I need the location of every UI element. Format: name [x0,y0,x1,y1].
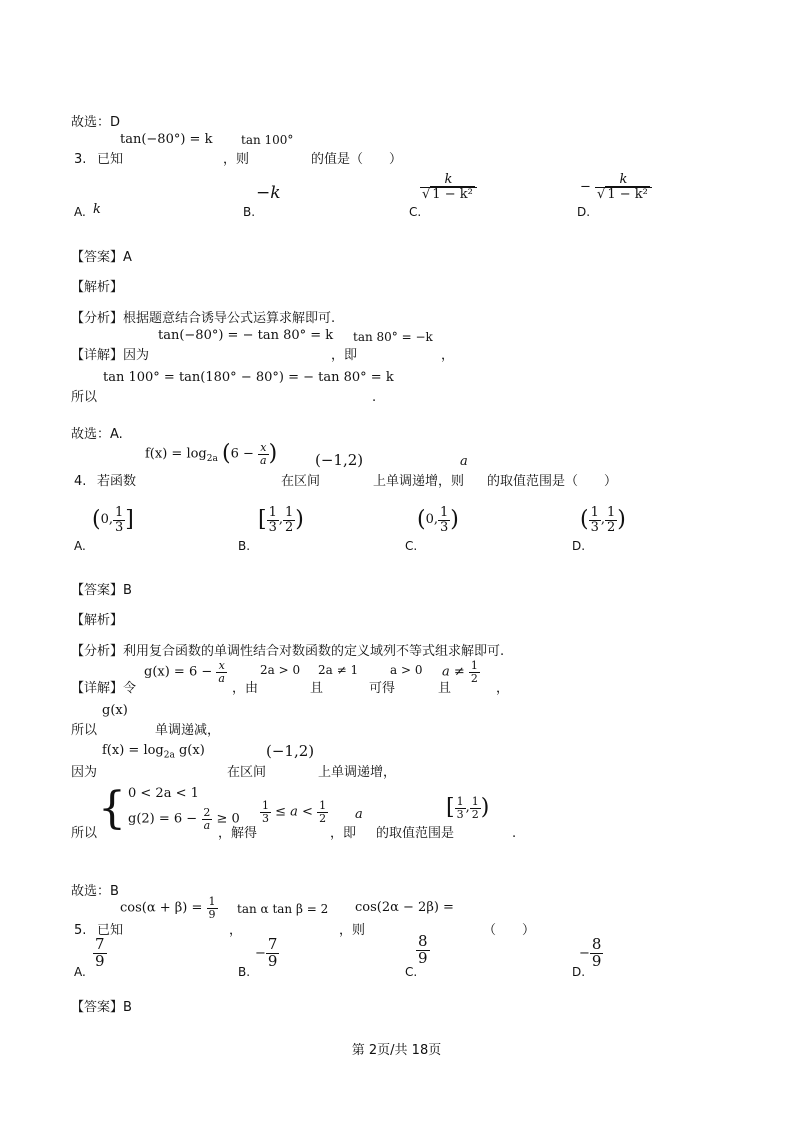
q4-res-den1: 3 [456,807,464,821]
q4-fenxi [71,645,504,659]
q3-option-c-label: C. [409,205,422,219]
q5-answer [71,1001,132,1015]
q4-result [446,796,489,820]
q4-text-ling: 令 [123,681,137,696]
q5-option-a-num: 7 [95,935,105,953]
q5-option-c-label: C. [405,965,418,979]
q4-res-right: ) [480,795,490,820]
q4-answer [71,584,132,598]
q4-fenxi-tag: 【分析】 [71,644,124,659]
q3-option-d-fraction [580,173,652,201]
q3-option-a-value: k [93,202,101,217]
q4-var-a: a [460,454,468,469]
q4-option-a-num: 1 [115,505,124,520]
q4-res-num1: 1 [456,795,464,809]
q4-gx: g(x) [102,703,128,718]
q4-option-a-right: ] [125,507,134,533]
q4-fenxi-text: 利用复合函数的单调性结合对数函数的定义域列不等式组求解即可. [123,644,505,659]
q4-sys-row2-left: g(2) = 6 − [128,811,198,827]
q4-analysis-tag: 【解析】 [71,613,124,628]
q4-text-comma: ， [496,681,510,696]
q4-system [98,783,240,835]
q4-cond-3: a > 0 [390,663,423,677]
q4-text-range: 的取值范围是（ ） [487,474,618,489]
q4-cond-4-den: 2 [470,671,478,685]
q4-solution [260,800,328,824]
q5-option-d-value [579,937,603,970]
q3-option-c-fraction [420,173,477,201]
q4-g-def [144,660,227,684]
q4-function [145,442,277,466]
q4-option-c-den: 3 [440,519,449,535]
q5-option-c-den: 9 [418,948,428,967]
q4-sys-row2-den: a [203,818,211,832]
q4-text-period: . [512,826,517,841]
q3-answer-tag: 【答案】 [71,250,124,265]
q5-option-b-label: B. [238,965,251,979]
page-footer: 第 2页/共 18页 [351,1043,442,1058]
q4-func-den: a [260,453,267,467]
q4-text-zaiqujian: 在区间 [227,765,267,780]
q4-text-incr: 上单调递增，则 [373,474,465,489]
q3-option-d-den: 1 − k² [607,186,648,202]
q3-option-c-num: k [444,172,453,187]
q4-text-kede: 可得 [369,681,396,696]
q3-xiangjie [71,349,149,363]
q4-text-yinwei: 因为 [71,765,98,780]
q4-text-qie: 且 [310,681,324,696]
q3-conclusion: 故选：A. [71,427,123,442]
q5-option-d-num: 8 [591,935,602,953]
q5-cos-den: 9 [208,907,216,921]
q4-func-paren-l: ( [221,441,231,466]
q3-formula-3: tan 100° = tan(180° − 80°) = − tan 80° = k [103,370,394,385]
q5-number: 5. [74,923,87,938]
q4-res-num2: 1 [471,795,479,809]
q4-xiangjie-tag: 【详解】 [71,681,124,696]
q4-g-def-den: a [218,671,225,685]
q4-text-suoyi: 所以 [71,723,98,738]
q5-option-b-sign: − [255,945,266,961]
q4-text-jiede: ，解得 [218,826,258,841]
q4-func-arg-left: 6 − [230,446,254,462]
q4-option-b-value [258,506,304,534]
q4-option-b-den1: 3 [268,519,277,535]
q3-option-d-den-wrap: √ 1 − k² [595,187,652,202]
q4-f-gx-left: f(x) = log [102,743,164,758]
q4-system-brace: { [98,783,126,835]
q4-option-d-label: D. [572,539,586,553]
q4-option-c-num: 1 [440,505,449,520]
q4-option-b-num2: 1 [285,505,294,520]
q4-text-dandiao: 单调递减， [155,723,221,738]
q4-sol-mid: ≤ a < [275,804,313,820]
q4-f-gx-sub: 2a [163,750,175,761]
q4-option-c-right: ) [450,507,459,533]
q5-option-d-den: 9 [591,951,602,970]
q4-sol-den1: 3 [262,811,269,825]
q5-tan-prod: tan α tan β = 2 [237,902,329,916]
q4-option-d-right: ) [617,507,626,533]
q4-cond-2: 2a ≠ 1 [318,663,359,677]
q4-sys-row2-right: ≥ 0 [216,811,240,827]
q4-text-qie2: 且 [438,681,452,696]
q4-option-d-num1: 1 [590,505,599,520]
q4-option-b-num1: 1 [268,505,277,520]
q4-text-you: ，由 [232,681,259,696]
prev-conclusion: 故选：D [71,115,121,130]
q4-option-d-left: ( [580,507,589,533]
q4-text-quzhi: 的取值范围是 [376,826,455,841]
q4-sys-row1: 0 < 2a < 1 [128,786,199,801]
q4-option-d-comma: , [600,511,606,527]
q4-func-sub: 2a [206,454,218,465]
q4-option-b-left: [ [258,507,267,533]
q5-option-d-sign: − [579,945,590,961]
q4-option-c-value [417,506,459,534]
q4-text-ji: ，即 [330,826,357,841]
q4-option-b-label: B. [238,539,251,553]
q5-cos-given [120,896,218,920]
q3-option-c-den: 1 − k² [432,186,473,202]
q3-option-d-label: D. [577,205,591,219]
q5-option-c-num: 8 [418,932,428,950]
q5-cos-num: 1 [208,895,216,908]
q5-text-comma: ， [229,923,243,938]
q4-option-b-den2: 2 [285,519,294,535]
q5-answer-tag: 【答案】 [71,1000,124,1015]
q4-g-def-num: x [218,659,225,672]
q4-conclusion: 故选：B [71,884,119,899]
q3-option-c-den-wrap: √ 1 − k² [420,187,477,202]
q4-interval: (−1,2) [315,451,364,469]
q3-analysis-tag: 【解析】 [71,280,124,295]
q4-g-def-left: g(x) = 6 − [144,664,213,680]
q4-xiangjie [71,682,136,696]
q4-option-d-den2: 2 [607,519,616,535]
q4-sol-den2: 2 [319,811,327,825]
q4-option-a-label: A. [74,539,86,553]
q3-answer [71,251,132,265]
q4-var-a-2: a [355,807,363,822]
q4-text-in: 在区间 [281,474,321,489]
q5-option-a-value [93,937,107,970]
q4-func-paren-r: ) [268,441,278,466]
q5-option-c-value [416,934,430,967]
q4-option-d-value [580,506,626,534]
q3-fenxi-tag: 【分析】 [71,311,124,326]
q4-res-den2: 2 [471,807,479,821]
q3-given-formula: tan(−80°) = k [120,132,213,147]
q4-f-gx [102,744,205,761]
q5-text-blank: （ ） [483,923,536,938]
q4-option-b-comma: , [278,511,284,527]
q4-option-a-l: 0, [100,511,113,527]
q4-text-dizeng: 上单调递增， [318,765,397,780]
q4-text-suoyi2: 所以 [71,826,98,841]
q4-option-d-den1: 3 [590,519,599,535]
q4-sol-num1: 1 [262,799,269,812]
q3-text-known: 已知 [97,152,124,167]
q3-answer-value: A [123,250,132,265]
q4-option-a-den: 3 [115,519,124,535]
q4-sys-row2-num: 2 [203,806,211,820]
q4-answer-value: B [123,583,132,598]
q5-option-b-num: 7 [267,935,278,953]
q5-text-known: 已知 [97,923,124,938]
q3-option-b-value: −k [256,183,281,203]
q4-f-gx-right: g(x) [178,743,205,758]
q3-target-formula: tan 100° [241,133,294,147]
q3-xiangjie-tag: 【详解】 [71,348,124,363]
q4-interval-2: (−1,2) [266,742,315,760]
q3-option-a-label: A. [74,205,86,219]
q3-option-d-num: k [619,172,628,187]
q4-cond-4-num: 1 [470,659,478,672]
q5-cos2: cos(2α − 2β) = [355,900,454,915]
q3-formula-1: tan(−80°) = − tan 80° = k [158,328,334,343]
q5-answer-value: B [123,1000,132,1015]
q4-cond-4-left: a ≠ [442,664,465,680]
q3-option-b-label: B. [243,205,256,219]
q3-text-suoyi: 所以 [71,390,98,405]
q5-option-b-den: 9 [267,951,278,970]
q3-text-comma: ， [441,348,455,363]
q4-option-b-right: ) [295,507,304,533]
q4-func-num: x [260,441,267,455]
q4-option-a-value [92,506,134,534]
q4-cond-1: 2a > 0 [260,663,301,677]
q3-text-then: ，则 [223,152,250,167]
q4-sol-num2: 1 [319,799,327,812]
q3-text-period: . [372,390,377,405]
q3-because: 因为 [123,348,150,363]
q4-text-if: 若函数 [97,474,137,489]
q3-formula-2: tan 80° = −k [353,330,433,344]
q5-option-a-den: 9 [95,951,105,970]
q5-option-b-value [255,937,279,970]
q4-res-comma: , [465,799,470,815]
q5-option-a-label: A. [74,965,86,979]
q4-func: f(x) = log [145,446,207,462]
q4-answer-tag: 【答案】 [71,583,124,598]
q5-option-d-label: D. [572,965,586,979]
q5-cos-left: cos(α + β) = [120,900,203,916]
q4-option-c-label: C. [405,539,418,553]
q4-number: 4. [74,474,87,489]
q4-option-a-left: ( [92,507,101,533]
q5-text-then: ，则 [339,923,366,938]
q3-text-value: 的值是（ ） [311,152,403,167]
q3-text-ji: ，即 [331,348,358,363]
q3-option-d-sign: − [580,179,591,195]
q4-res-left: [ [446,795,455,820]
q3-fenxi-text: 根据题意结合诱导公式运算求解即可. [123,311,336,326]
q4-option-c-l: 0, [425,511,438,527]
q4-option-d-num2: 1 [607,505,616,520]
q3-fenxi [71,312,335,326]
q3-number: 3. [74,152,87,167]
q4-option-c-left: ( [417,507,426,533]
